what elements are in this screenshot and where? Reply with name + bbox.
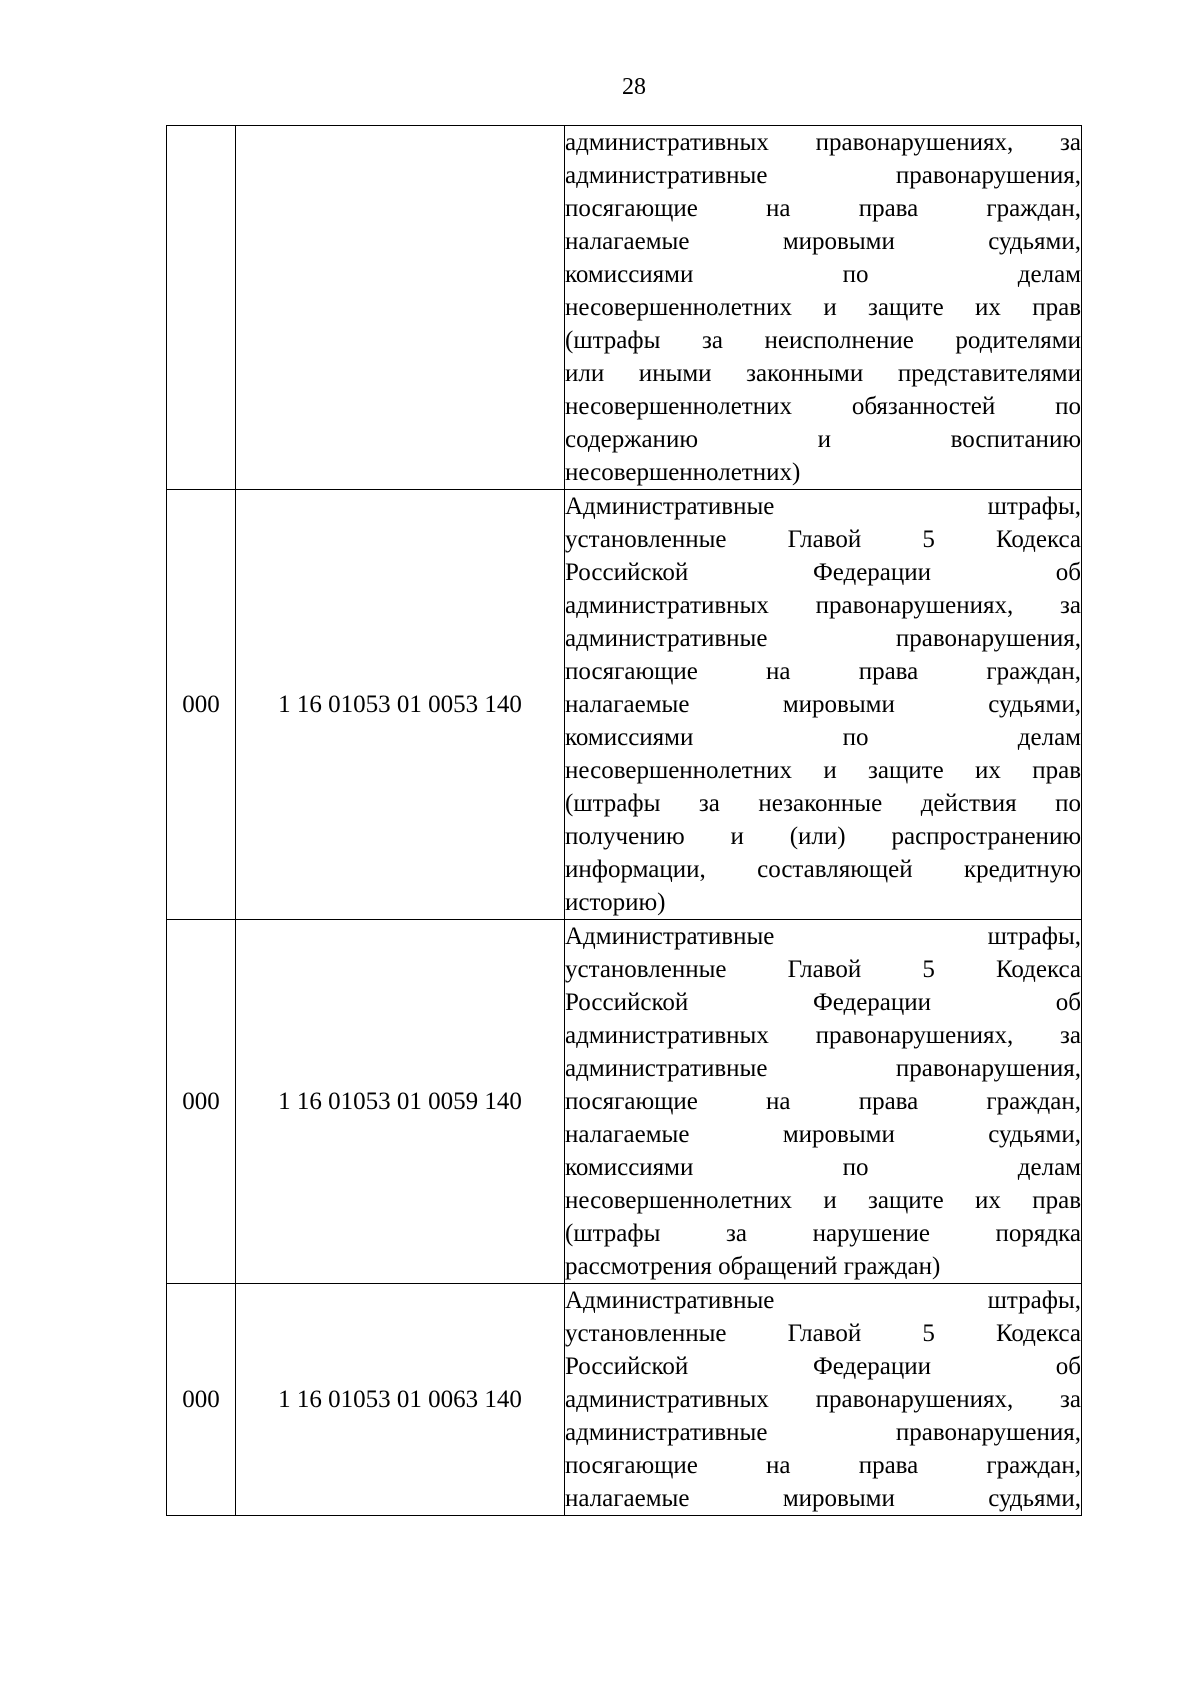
description-line: Российской Федерации об — [565, 559, 1081, 586]
description-line: налагаемые мировыми судьями, — [565, 691, 1081, 718]
kbk-code-cell — [236, 126, 565, 490]
description-line: установленные Главой 5 Кодекса — [565, 956, 1081, 983]
description-line: комиссиями по делам — [565, 261, 1081, 288]
description-line: административных правонарушениях, за — [565, 1022, 1081, 1049]
description-line: несовершеннолетних и защите их прав — [565, 1187, 1081, 1214]
description-line: налагаемые мировыми судьями, — [565, 228, 1081, 255]
description-line: комиссиями по делам — [565, 724, 1081, 751]
description-line: Российской Федерации об — [565, 1353, 1081, 1380]
description-line: несовершеннолетних) — [565, 459, 801, 486]
description-line: административных правонарушениях, за — [565, 1386, 1081, 1413]
description-cell — [565, 920, 1082, 1284]
description-line: рассмотрения обращений граждан) — [565, 1253, 941, 1280]
budget-classification-table — [166, 125, 1082, 1516]
description-line: Административные штрафы, — [565, 1287, 1081, 1314]
description-cell — [565, 490, 1082, 920]
kbk-code-cell: 1 16 01053 01 0053 140 — [236, 490, 565, 920]
kbk-code-cell: 1 16 01053 01 0063 140 — [236, 1284, 565, 1516]
admin-code-cell — [167, 126, 236, 490]
description-line: посягающие на права граждан, — [565, 1088, 1081, 1115]
description-line: информации, составляющей кредитную — [565, 856, 1081, 883]
description-line: Административные штрафы, — [565, 923, 1081, 950]
description-line: Российской Федерации об — [565, 989, 1081, 1016]
description-line: Административные штрафы, — [565, 493, 1081, 520]
description-line: административных правонарушениях, за — [565, 129, 1081, 156]
description-line: или иными законными представителями — [565, 360, 1081, 387]
description-line: посягающие на права граждан, — [565, 195, 1081, 222]
description-line: налагаемые мировыми судьями, — [565, 1485, 1081, 1512]
kbk-code-cell: 1 16 01053 01 0059 140 — [236, 920, 565, 1284]
description-line: получению и (или) распространению — [565, 823, 1081, 850]
table-row — [167, 920, 1082, 1284]
description-line: административные правонарушения, — [565, 625, 1081, 652]
admin-code-cell: 000 — [167, 920, 236, 1284]
description-line: административные правонарушения, — [565, 1419, 1081, 1446]
description-line: (штрафы за незаконные действия по — [565, 790, 1081, 817]
admin-code-cell: 000 — [167, 490, 236, 920]
table-row — [167, 490, 1082, 920]
description-cell — [565, 126, 1082, 490]
description-line: (штрафы за нарушение порядка — [565, 1220, 1081, 1247]
description-line: (штрафы за неисполнение родителями — [565, 327, 1081, 354]
description-line: несовершеннолетних обязанностей по — [565, 393, 1081, 420]
description-line: административные правонарушения, — [565, 1055, 1081, 1082]
description-line: содержанию и воспитанию — [565, 426, 1081, 453]
description-cell — [565, 1284, 1082, 1516]
description-line: налагаемые мировыми судьями, — [565, 1121, 1081, 1148]
page-number: 28 — [622, 74, 646, 100]
description-line: установленные Главой 5 Кодекса — [565, 526, 1081, 553]
description-line: административных правонарушениях, за — [565, 592, 1081, 619]
table-row — [167, 126, 1082, 490]
admin-code-cell: 000 — [167, 1284, 236, 1516]
description-line: административные правонарушения, — [565, 162, 1081, 189]
description-line: установленные Главой 5 Кодекса — [565, 1320, 1081, 1347]
description-line: посягающие на права граждан, — [565, 658, 1081, 685]
description-line: историю) — [565, 889, 666, 916]
table-row — [167, 1284, 1082, 1516]
description-line: несовершеннолетних и защите их прав — [565, 294, 1081, 321]
description-line: комиссиями по делам — [565, 1154, 1081, 1181]
description-line: несовершеннолетних и защите их прав — [565, 757, 1081, 784]
description-line: посягающие на права граждан, — [565, 1452, 1081, 1479]
